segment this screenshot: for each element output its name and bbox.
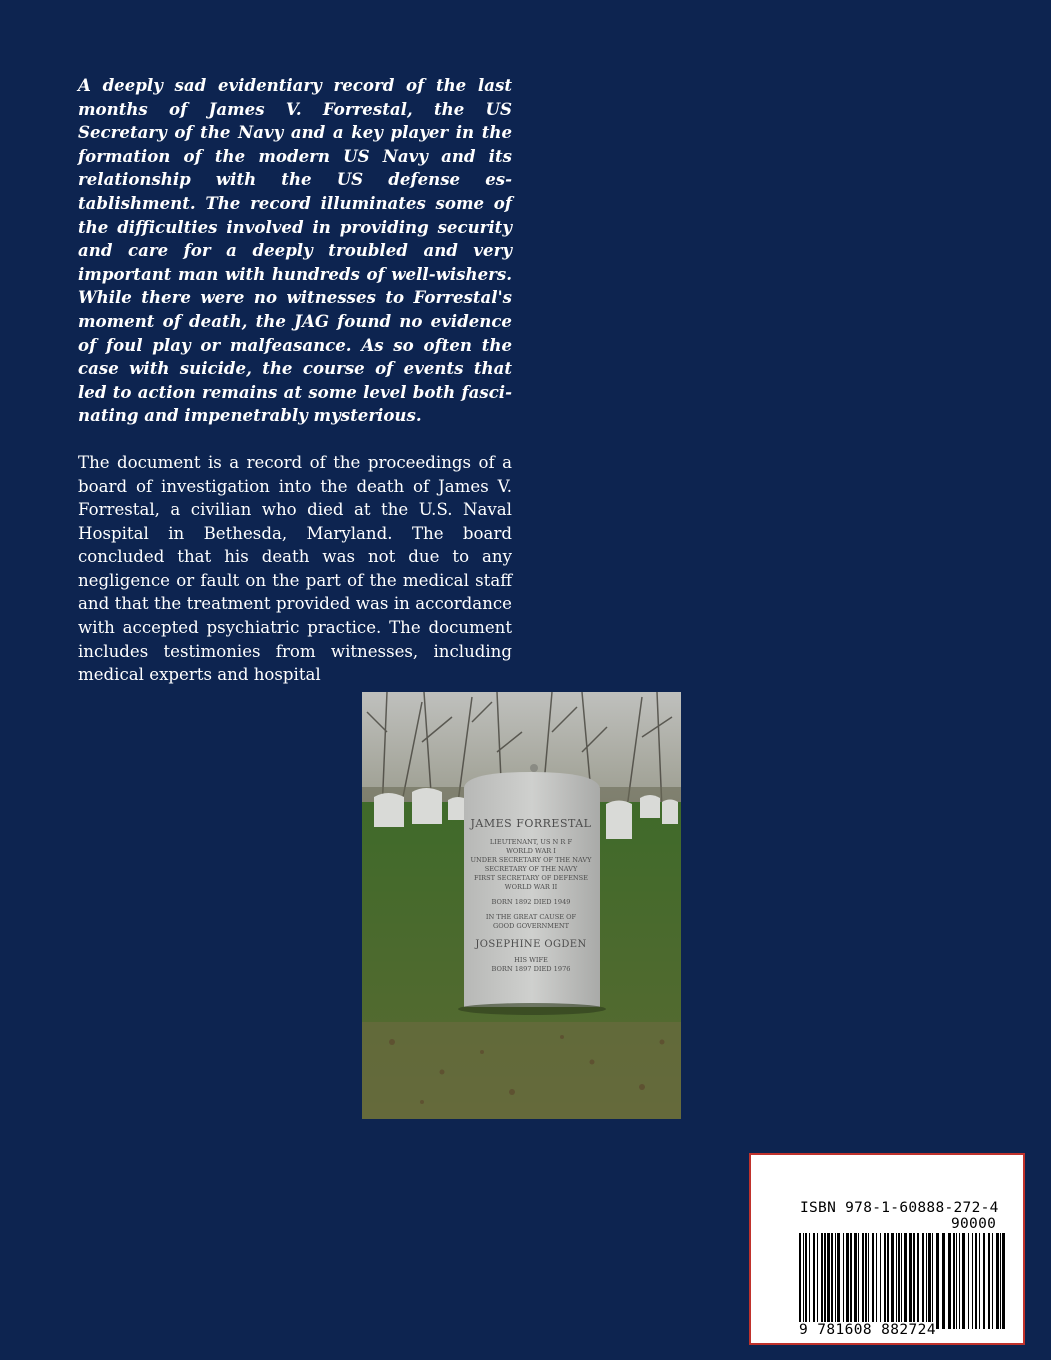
- barcode-bar: [983, 1233, 985, 1329]
- isbn-barcode-box: [749, 1153, 1025, 1345]
- left-column: [78, 74, 512, 710]
- barcode-bar: [928, 1233, 931, 1329]
- headstone-line: IN THE GREAT CAUSE OF: [485, 913, 577, 921]
- barcode-bar: [936, 1233, 939, 1329]
- barcode-bar: [956, 1233, 957, 1329]
- barcode-bar: [803, 1233, 804, 1329]
- barcode-bar: [880, 1233, 881, 1329]
- barcode-bar: [865, 1233, 867, 1329]
- barcode-bar: [901, 1233, 902, 1329]
- barcode-bar: [887, 1233, 889, 1329]
- barcode-bar: [932, 1233, 933, 1329]
- barcode-bar: [968, 1233, 969, 1329]
- barcode-bar: [872, 1233, 874, 1329]
- barcode-bar: [868, 1233, 869, 1329]
- summary-paragraph: The document is a record of the proceedings of a board of investigation into the death of James V. Forrestal, a civilian who died at the U.S. Naval Hospital in Bethesda, Maryland. The board concluded that his death was not due to any negligence or fault on the part of the medical staff and that the treatment provided was in accordance with accepted psychiatric practice. The document includes testimonies from witnesses, including medical experts and hospital: [78, 452, 512, 685]
- headstone-line: WORLD WAR II: [504, 883, 558, 891]
- headstone-name: JAMES FORRESTAL: [470, 817, 592, 830]
- barcode-bar: [858, 1233, 859, 1329]
- barcode-bar: [817, 1233, 818, 1329]
- barcode-bar: [821, 1233, 823, 1329]
- barcode-bar: [835, 1233, 836, 1329]
- barcode-bar: [827, 1233, 830, 1329]
- barcode-bar: [953, 1233, 955, 1329]
- blurb-paragraph: A deeply sad evidentiary record of the last months of James V. Forrestal, the US Secretary of the Navy and a key player in the formation of the modern US Navy and its relationship with the US defense establishment. The record illuminates some of the difficulties involved in providing security and care for a deeply troubled and very important man with hundreds of well-wishers. While there were no witnesses to Forrestal's moment of death, the JAG found no evidence of foul play or malfeasance. As so often the case with suicide, the course of events that led to action remains at some level both fascinating and impenetrably mysterious.: [78, 75, 512, 426]
- barcode-bar: [909, 1233, 912, 1329]
- barcode-bar: [831, 1233, 833, 1329]
- headstone-line: GOOD GOVERNMENT: [492, 922, 570, 930]
- headstone-line: FIRST SECRETARY OF DEFENSE: [474, 874, 588, 882]
- barcode-bar: [1000, 1233, 1001, 1329]
- barcode-bar: [891, 1233, 894, 1329]
- headstone-photo: [362, 692, 681, 1119]
- headstone-line: WORLD WAR I: [506, 847, 556, 855]
- barcode-bar: [1002, 1233, 1005, 1329]
- barcode-bar: [862, 1233, 864, 1329]
- barcode-digits: 9 781608 882724: [799, 1322, 936, 1338]
- headstone-inscription: [463, 817, 599, 974]
- price-code: 90000: [951, 1216, 997, 1232]
- headstone-line: SECRETARY OF THE NAVY: [484, 865, 578, 873]
- barcode-bar: [846, 1233, 849, 1329]
- headstone-line: BORN 1897 DIED 1976: [491, 965, 571, 973]
- headstone-spouse: JOSEPHINE OGDEN: [475, 939, 587, 950]
- barcode-bar: [992, 1233, 993, 1329]
- isbn-label: ISBN 978-1-60888-272-4: [800, 1200, 999, 1216]
- headstone-line: BORN 1892 DIED 1949: [491, 898, 571, 906]
- headstone-line: LIEUTENANT, US N R F: [489, 838, 573, 846]
- barcode-bar: [975, 1233, 977, 1329]
- barcode-bar: [904, 1233, 907, 1329]
- barcode-bar: [799, 1233, 801, 1329]
- barcode-bar: [979, 1233, 980, 1329]
- barcode-bar: [959, 1233, 960, 1329]
- barcode-bar: [917, 1233, 919, 1329]
- barcode-bar: [824, 1233, 826, 1329]
- barcode-bar: [884, 1233, 886, 1329]
- barcode-bar: [926, 1233, 927, 1329]
- barcode-bar: [896, 1233, 897, 1329]
- barcode-bar: [805, 1233, 807, 1329]
- barcode-bar: [972, 1233, 973, 1329]
- barcode-bars: [799, 1233, 1009, 1329]
- barcode-bar: [898, 1233, 900, 1329]
- barcode-bar: [988, 1233, 990, 1329]
- barcode-bar: [813, 1233, 815, 1329]
- barcode-bar: [850, 1233, 852, 1329]
- headstone-line: UNDER SECRETARY OF THE NAVY: [470, 856, 592, 864]
- barcode-bar: [854, 1233, 857, 1329]
- barcode-bar: [942, 1233, 945, 1329]
- barcode-bar: [962, 1233, 965, 1329]
- barcode-bar: [837, 1233, 840, 1329]
- barcode-bar: [996, 1233, 999, 1329]
- barcode-bar: [809, 1233, 810, 1329]
- headstone-line: HIS WIFE: [514, 956, 548, 964]
- barcode-bar: [876, 1233, 877, 1329]
- barcode-bar: [913, 1233, 915, 1329]
- barcode-bar: [922, 1233, 924, 1329]
- barcode-bar: [948, 1233, 951, 1329]
- barcode-bar: [843, 1233, 844, 1329]
